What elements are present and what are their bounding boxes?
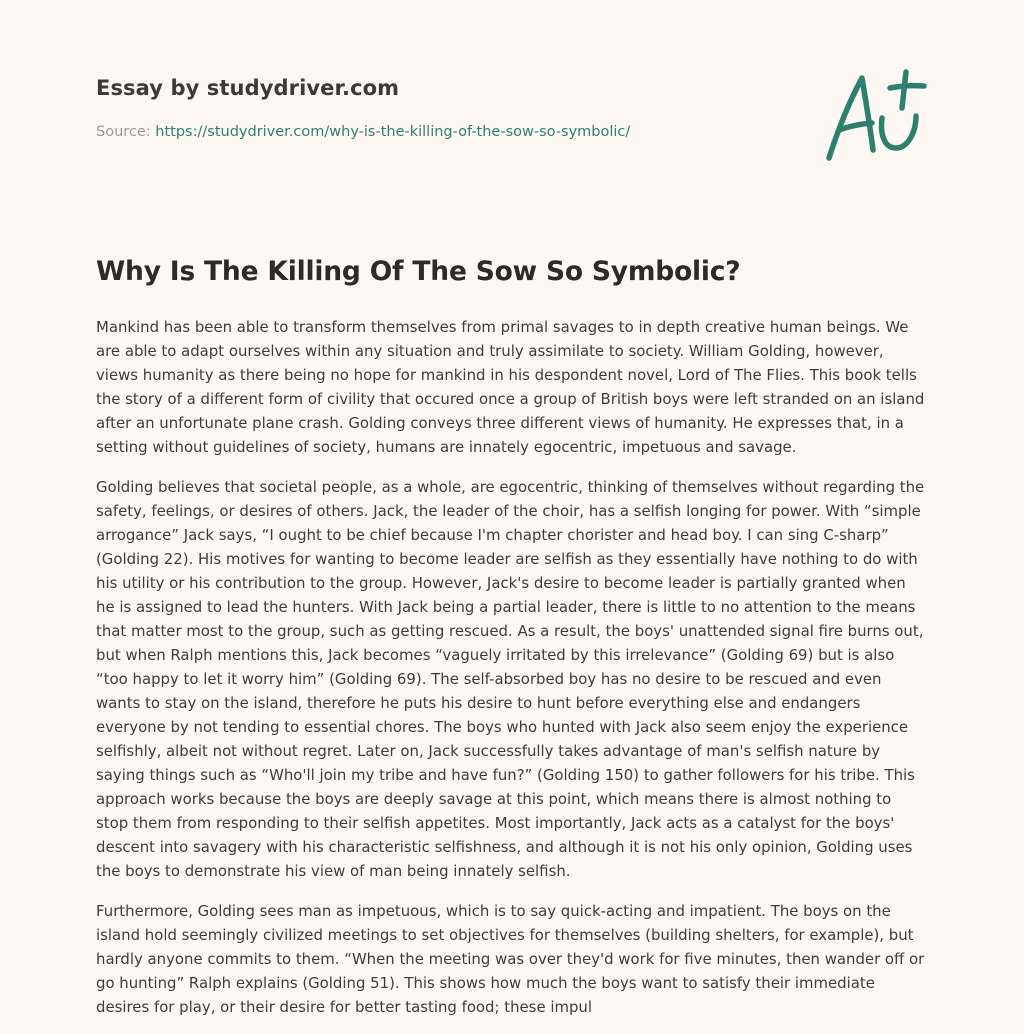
essay-paragraph: Furthermore, Golding sees man as impetuous, which is to say quick-acting and impatient. The boys on the island hold seemingly civilized meetings to set objectives for themselves (building shelters, for example), but hardly anyone commits to them. “When the meeting was over they'd work for five minutes, then wander off or go hunting” Ralph explains (Golding 51). This shows how much the boys want to satisfy their immediate desires for play, or their desire for better tasting food; these impul [96, 902, 925, 1016]
essay-paragraph: Golding believes that societal people, as a whole, are egocentric, thinking of themselves without regarding the safety, feelings, or desires of others. Jack, the leader of the choir, has a selfish longing for power. With “simple arrogance” Jack says, “I ought to be chief because I'm chapter chorister and head boy. I can sing C-sharp” (Golding 22). His motives for wanting to become leader are selfish as they essentially have nothing to do with his utility or his contribution to the group. However, Jack's desire to become leader is partially granted when he is assigned to lead the hunters. With Jack being a partial leader, there is little to no attention to the means that matter most to the group, such as getting rescued. As a result, the boys' unattended signal fire burns out, but when Ralph mentions this, Jack becomes “vaguely irritated by this irrelevance” (Golding 69) but is also “too happy to let it worry him” (Golding 69). The self-absorbed boy has no desire to be rescued and even wants to stay on the island, therefore he puts his desire to hunt before everything else and endangers everyone by not tending to essential chores. The boys who hunted with Jack also seem enjoy the experience selfishly, albeit not without regret. Later on, Jack successfully takes advantage of man's selfish nature by saying things such as “Who'll join my tribe and have fun?” (Golding 150) to gather followers for his tribe. This approach works because the boys are deeply savage at this point, which means there is almost nothing to stop them from responding to their selfish appetites. Most importantly, Jack acts as a catalyst for the boys' descent into savagery with his characteristic selfishness, and although it is not his only opinion, Golding uses the boys to demonstrate his view of man being innately selfish. [96, 478, 925, 880]
essay-body [96, 315, 928, 1034]
source-link[interactable]: https://studydriver.com/why-is-the-killing-of-the-sow-so-symbolic/ [155, 124, 631, 140]
source-line [96, 124, 630, 140]
source-label: Source: [96, 124, 151, 140]
site-title: Essay by studydriver.com [96, 76, 400, 100]
essay-title: Why Is The Killing Of The Sow So Symbolic? [96, 256, 741, 287]
a-plus-logo-icon [820, 68, 930, 164]
essay-paragraph: Mankind has been able to transform themselves from primal savages to in depth creative human beings. We are able to adapt ourselves within any situation and truly assimilate to society. William Golding, however, views humanity as there being no hope for mankind in his despondent novel, Lord of The Flies. This book tells the story of a different form of civility that occured once a group of British boys were left stranded on an island after an unfortunate plane crash. Golding conveys three different views of humanity. He expresses that, in a setting without guidelines of society, humans are innately egocentric, impetuous and savage. [96, 318, 925, 456]
